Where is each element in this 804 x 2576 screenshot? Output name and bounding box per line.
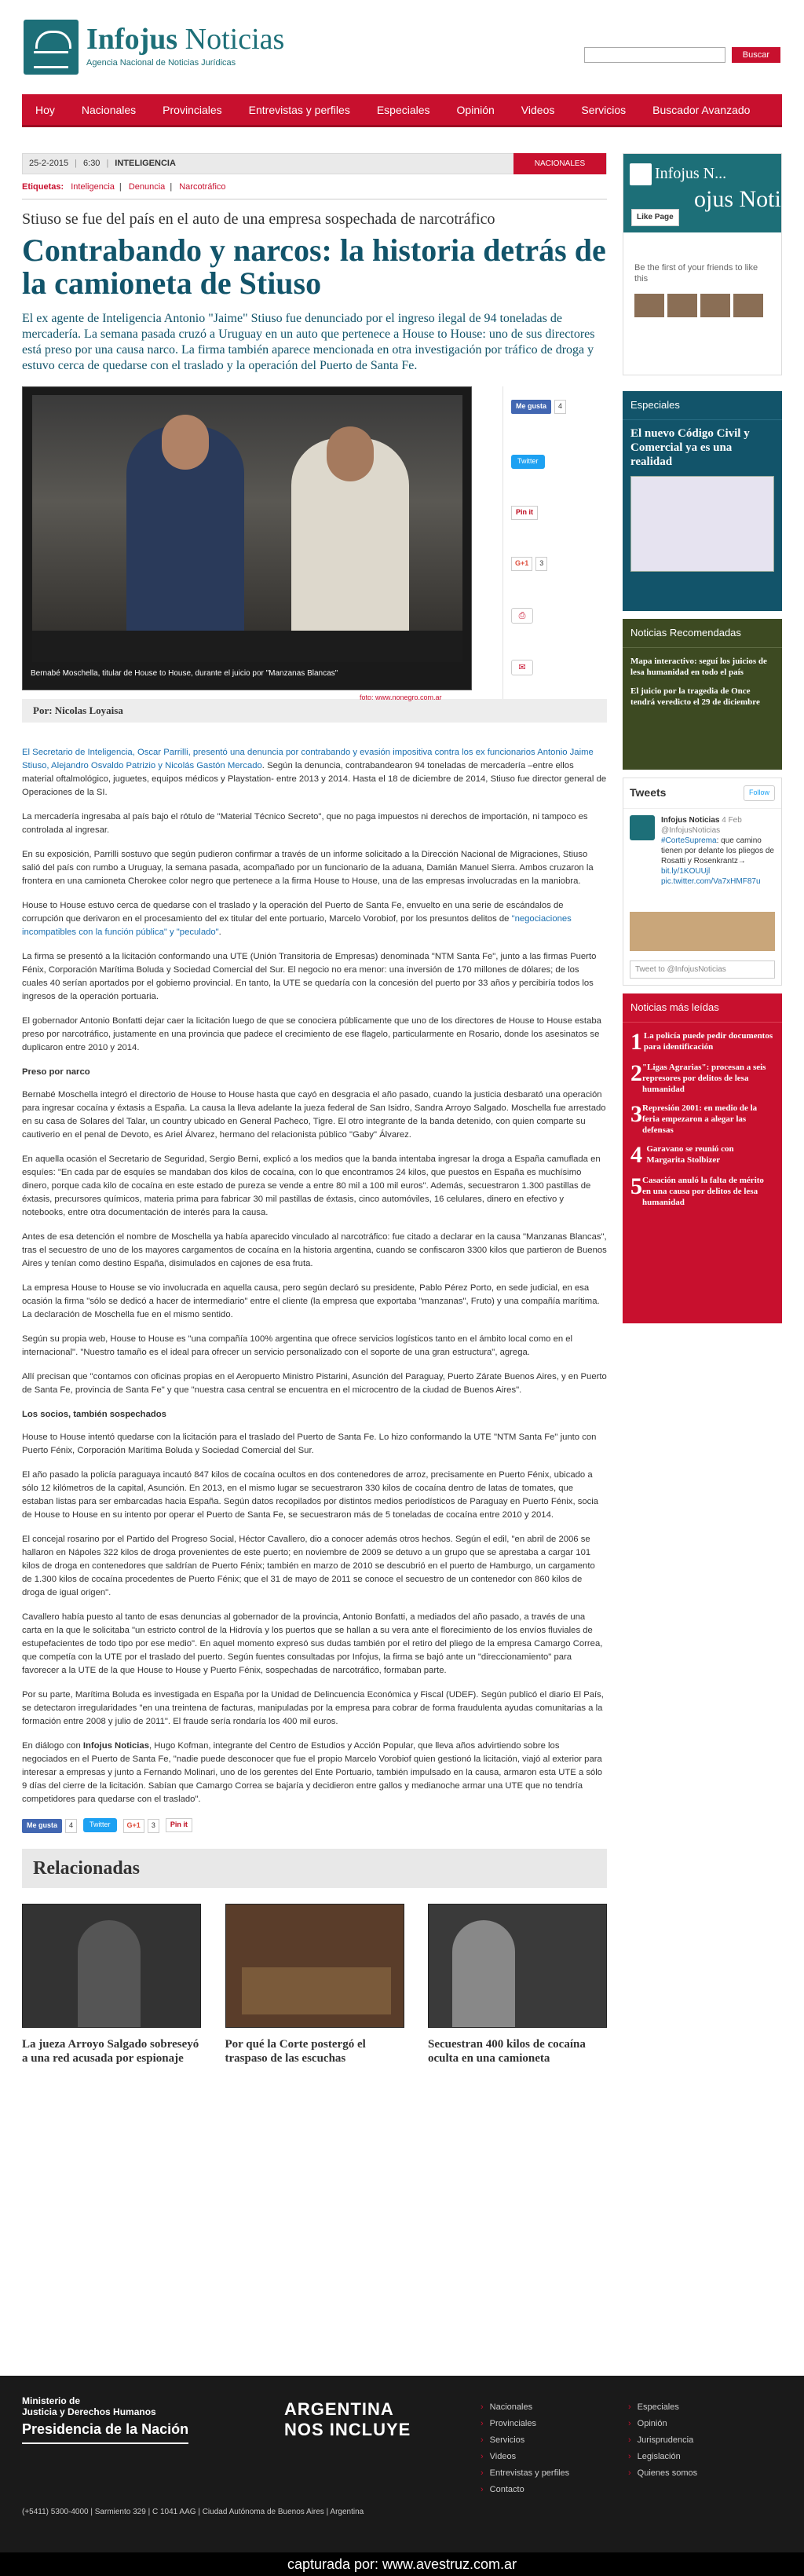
paragraph: Cavallero había puesto al tanto de esas denuncias al gobernador de la provincia, Antonio Bonfatti, a mediados del año pasado, a través de una carta en la que le solicitaba "un estricto control de la Hidrovía y los puertos que se hallan a su vera ante el florecimiento de los envíos fluviales de estupefacientes de todo tipo por ese medio". En aquel momento expresó sus dudas también por el retiro del pliego de la empresa Camargo Correa, que competía con la UTE por el traslado del puerto. Según fuentes consultadas por Infojus, la firma se bajó ante un "direccionamiento" para favorecer a la UTE de la que House to House y Puerto Fénix, sospechadas de narcotráfico, formaban parte. (22, 1612, 603, 1676)
tag-link[interactable]: Inteligencia (71, 182, 115, 192)
tweet-compose[interactable]: Tweet to @InfojusNoticias (630, 961, 775, 979)
most-read-number: 5 (630, 1173, 642, 1200)
facebook-widget (623, 153, 782, 375)
related-heading: Relacionadas (22, 1849, 607, 1888)
tweet-image[interactable] (630, 912, 775, 951)
print-icon[interactable]: ⎙ (511, 608, 533, 624)
related-item[interactable] (22, 1904, 201, 2066)
twitter-avatar[interactable] (630, 815, 655, 840)
tag-link[interactable]: Denuncia (128, 182, 166, 192)
paragraph: House to House intentó quedarse con la licitación para el traslado del Puerto de Santa Fe. Lo hizo conformando la UTE "NTM Santa Fe" junto con Puerto Fénix, Corporación Marítima Boluda y Sociedad Comercial del Sur. (22, 1433, 597, 1456)
logo-title-a: Infojus (86, 23, 178, 57)
article (22, 153, 607, 2066)
ministry-logo[interactable] (22, 2395, 188, 2444)
tweet-hashtag[interactable]: #CorteSuprema (661, 836, 717, 845)
related-title[interactable]: Secuestran 400 kilos de cocaína oculta en una camioneta (428, 2037, 586, 2065)
related-title[interactable]: La jueza Arroyo Salgado sobreseyó a una red acusada por espionaje (22, 2037, 199, 2065)
paragraph: Por su parte, Marítima Boluda es investigada en España por la Unidad de Delincuencia Económica y Fiscal (UDEF). Según publicó el diario El País, se detectaron irregularidades "en una treintena de facturas, manipuladas por la empresa para cobrar de forma fraudulenta ayudas comunitarias a la formación entre 2008 y julio de 2011". El fraude sería rondaría los 400 mil euros. (22, 1690, 604, 1727)
footer-link[interactable]: › Nacionales (481, 2399, 569, 2416)
recommended-box (623, 619, 782, 770)
nav-videos[interactable]: Videos (521, 103, 555, 116)
paragraph: Allí precisan que "contamos con oficinas propias en el Aeropuerto Ministro Pistarini, Asunción del Paraguay, Puerto Zárate Buenos Aires, y en Puerto de Santa Fe, provincia de Santa Fe" y que "nuestra casa central se encuentra en el microcentro de la ciudad de Buenos Aires". (22, 1372, 607, 1396)
paragraph: En su exposición, Parrilli sostuvo que según pudieron confirmar a través de un informe solicitado a la Dirección Nacional de Migraciones, Stiuso salió del país con rumbo a Uruguay, la semana pasada, acompañado por un funcionario de la aduana, Damián Manuel Sierra. Ambos cruzaron la frontera en una camioneta Cherokee color negro que pertenece a la firma House to House, una de las empresas involucradas en la maniobra. (22, 850, 594, 887)
recommended-label: Noticias Recomendadas (623, 619, 782, 648)
paragraph: Antes de esa detención el nombre de Moschella ya había aparecido vinculado al narcotráfico: fue citado a declarar en la causa "Manzanas Blancas", tras el secuestro de uno de los mayores cargamentos de cocaína en la historia argentina, cuando se confiscaron 3300 kilos que partieron de Buenos Aires y tenían como destino España, disimulados en cajones de esa fruta. (22, 1232, 607, 1269)
presidency-text: Presidencia de la Nación (22, 2419, 188, 2444)
article-media (22, 386, 607, 702)
photo-bench (32, 631, 462, 662)
tags-row: Etiquetas: Inteligencia | Denuncia | Narcotráfico (22, 182, 226, 192)
paragraph-end: . (218, 928, 221, 938)
photo-person-right (291, 438, 409, 658)
most-read-title[interactable]: Represión 2001: en medio de la feria empezaron a alegar las defensas (642, 1103, 758, 1136)
most-read-item[interactable] (623, 1023, 782, 1054)
paragraph: La mercadería ingresaba al país bajo el rótulo de "Material Técnico Secreto", que no paga impuestos ni derechos de importación, ni tampoco es controlada al ingresar. (22, 812, 588, 836)
related-image[interactable] (22, 1904, 201, 2028)
paragraph: Bernabé Moschella integró el directorio de House to House hasta que cayó en desgracia el año pasado, cuando la justicia desbarató una operación para ingresar cocaína y éxtasis a España. La causa la lleva adelante la jueza federal de San Isidro, Sandra Arroyo Salgado. Moschella fue arrestado en su casa de Solares del Talar, un country ubicado en General Pacheco, Tigre. El otro integrante de la banda detenido, con quien comparte su cautiverio en el penal de Devoto, es Ariel Álvarez, hermano del relacionista público "Gaby" Álvarez. (22, 1090, 606, 1140)
share-column (502, 386, 607, 699)
photo-credit[interactable]: foto: www.nonegro.com.ar (360, 693, 442, 702)
article-info-bar: 25-2-2015 | 6:30 | INTELIGENCIA NACIONALES (22, 153, 607, 174)
fb-faces (634, 294, 763, 317)
tweet-text: : que camino tienen por delante los pliegos de Rosatti y Rosenkrantz→ (661, 836, 774, 865)
facebook-like-button[interactable]: Me gusta (22, 1819, 62, 1833)
section-badge[interactable]: NACIONALES (513, 153, 606, 174)
article-headline: Contrabando y narcos: la historia detrás de la camioneta de Stiuso (22, 232, 606, 302)
footer-link[interactable]: › Quienes somos (628, 2465, 697, 2482)
related-image[interactable] (428, 1904, 607, 2028)
google-plus-count: 3 (535, 557, 547, 571)
facebook-count: 4 (554, 400, 566, 414)
footer-link[interactable]: › Opinión (628, 2416, 697, 2432)
paragraph: El concejal rosarino por el Partido del Progreso Social, Héctor Cavallero, dio a conocer además otros hechos. Según el edil, "en abril de 2006 se hallaron en Nápoles 322 kilos de droga provenientes de este puerto; en noviembre de 2009 se detuvo a un grupo que se aprestaba a cargar 101 kilos de droga en contenedores que saldrían de Puerto Fénix; también en marzo de 2010 se descubrió en el puerto de Hamburgo, un cargamento de 1.300 kilos de cocaína procedentes de Puerto Fénix; que el 31 de mayo de 2011 se conoce el secuestro de un contenedor con 860 kilos de droga de igual origen". (22, 1535, 595, 1598)
nav-buscador[interactable]: Buscador Avanzado (652, 103, 751, 116)
search-input[interactable] (584, 47, 725, 63)
related-item[interactable] (428, 1904, 607, 2066)
article-kicker: Stiuso se fue del país en el auto de una empresa sospechada de narcotráfico (22, 210, 495, 229)
paragraph: En diálogo con (22, 1741, 83, 1751)
paragraph-bold: Infojus Noticias (82, 1741, 149, 1751)
especiales-image[interactable] (630, 476, 774, 572)
photo-caption: Bernabé Moschella, titular de House to House, durante el juicio por "Manzanas Blancas" (31, 669, 338, 679)
most-read-item[interactable] (623, 1136, 782, 1167)
article-link[interactable]: "negociaciones incompatibles con la función pública" y "peculado" (22, 914, 572, 938)
google-plus-button[interactable]: G+1 (123, 1819, 144, 1833)
tweet-link[interactable]: bit.ly/1KOUUjl pic.twitter.com/Va7xHMF87u (661, 866, 761, 886)
footer-links-1 (481, 2399, 569, 2498)
subheading: Preso por narco (22, 1067, 90, 1078)
footer-link[interactable]: › Provinciales (481, 2416, 569, 2432)
footer-link[interactable]: › Servicios (481, 2432, 569, 2449)
article-category[interactable]: INTELIGENCIA (115, 158, 176, 168)
paragraph: En aquella ocasión el Secretario de Seguridad, Sergio Berni, explicó a los medios que la banda intentaba ingresar la droga a España camuflada en esquíes: "En cada par de esquíes se mandaban dos kilos de cocaína, con lo que encontramos 24 kilos, que puestos en España es muchísimo dinero, porque cada kilo de cocaína en este estado de pureza se vende a entre 80 mil a 100 mil euros". Además, secuestraron 1.300 pastillas de éxtasis, precursores químicos, materia prima para fabricar 30 mil pastillas de éxtasis, cinco automóviles, 16 celulares, dinero en efectivo y notebooks, entre otra documentación de interés para la causa. (22, 1154, 601, 1218)
email-icon[interactable]: ✉ (511, 660, 533, 675)
related-list (22, 1904, 607, 2066)
twitter-button[interactable]: Twitter (511, 455, 545, 469)
facebook-like-button[interactable]: Me gusta (511, 400, 551, 414)
fb-like-page-button[interactable]: Like Page (631, 209, 679, 226)
nav-nacionales[interactable]: Nacionales (81, 103, 137, 116)
site-logo[interactable] (24, 20, 284, 75)
argentina-logo (284, 2399, 411, 2440)
nav-servicios[interactable]: Servicios (581, 103, 627, 116)
capture-credit: capturada por: www.avestruz.com.ar (0, 2552, 804, 2576)
search-form (584, 47, 780, 63)
most-read-label: Noticias más leídas (623, 993, 782, 1023)
nav-provinciales[interactable]: Provinciales (163, 103, 222, 116)
especiales-title[interactable]: El nuevo Código Civil y Comercial ya es una realidad (630, 427, 750, 469)
paragraph: House to House estuvo cerca de quedarse con el traslado y la operación del Puerto de Santa Fe, envuelto en una serie de escándalos de corrupción que derivaron en el procesamiento del ex titular del ente portuario, Marcelo Vorobiof, por los presuntos delitos de (22, 901, 564, 924)
footer-links-2 (628, 2399, 697, 2482)
footer-address: (+5411) 5300-4000 | Sarmiento 329 | C 1041 AAG | Ciudad Autónoma de Buenos Aires | Argentina (22, 2508, 364, 2516)
pinterest-button[interactable]: Pin it (166, 1818, 192, 1832)
footer-link[interactable]: › Especiales (628, 2399, 697, 2416)
footer-link[interactable]: › Jurisprudencia (628, 2432, 697, 2449)
fb-cover-text: ojus Noti (694, 186, 781, 212)
subheading: Los socios, también sospechados (22, 1410, 166, 1420)
article-link[interactable]: El Secretario de Inteligencia, Oscar Parrilli, presentó una denuncia por contrabando y evasión impositiva contra los ex funcionarios Antonio Jaime Stiuso, Alejandro Osvaldo Patrizio y Nicolás Gastón Mercado (22, 748, 594, 771)
ministry-line2: Justicia y Derechos Humanos (22, 2406, 156, 2417)
article-date: 25-2-2015 (29, 158, 69, 168)
most-read-number: 4 (630, 1142, 642, 1169)
argentina-line2: NOS INCLUYE (284, 2420, 411, 2439)
most-read-item[interactable] (623, 1054, 782, 1095)
site-footer (0, 2376, 804, 2552)
fb-page-name[interactable]: Infojus N... (655, 165, 727, 182)
search-button[interactable]: Buscar (732, 47, 780, 63)
ministry-line1: Ministerio de (22, 2395, 81, 2406)
most-read-box (623, 993, 782, 1323)
google-plus-button[interactable]: G+1 (511, 557, 532, 571)
pinterest-button[interactable]: Pin it (511, 506, 538, 520)
photo-person-left (126, 426, 244, 654)
most-read-title[interactable]: La policía puede pedir documentos para identificación (643, 1031, 773, 1052)
related-item[interactable] (225, 1904, 404, 2066)
logo-title-b: Noticias (185, 23, 285, 57)
twitter-widget (623, 778, 782, 986)
footer-link[interactable]: › Videos (481, 2449, 569, 2465)
article-time: 6:30 (83, 158, 100, 168)
paragraph: . Según la denuncia, contrabandearon 94 toneladas de mercadería –entre ellos material oftalmológico, juguetes, equipos médicos y Playstation- entre 2013 y 2014. Hasta el 18 de diciembre de 2014, Stiuso fue director general de Operaciones de la SI. (22, 761, 607, 798)
argentina-line1: ARGENTINA (284, 2399, 394, 2419)
footer-link[interactable]: › Entrevistas y perfiles (481, 2465, 569, 2482)
recommended-item[interactable]: Mapa interactivo: seguí los juicios de lesa humanidad en todo el país (630, 657, 767, 678)
nav-especiales[interactable]: Especiales (376, 103, 430, 116)
nav-opinion[interactable]: Opinión (456, 103, 495, 116)
article-photo (22, 386, 472, 690)
paragraph: El año pasado la policía paraguaya incautó 847 kilos de cocaína ocultos en dos contenedores de arroz, precisamente en Puerto Fénix, ubicado a sólo 12 kilómetros de la capital, Asunción. En 2013, en el mismo lugar se secuestraron 330 kilos de cocaína dentro de latas de tomates, que estaban listas para ser embarcadas hacia España. Según datos recopilados por distintos medios periodísticos de Paraguay en Puerto Fénix, socia de House to House en su intento por operar el Puerto de Santa Fe, se secuestraron más de 5 toneladas de cocaína entre 2010 y 2014. (22, 1470, 599, 1520)
paragraph: Según su propia web, House to House es "una compañía 100% argentina que ofrece servicios logísticos tanto en el ámbito local como en el internacional". "Nuestro tamaño es el ideal para ofrecer un servicio personalizado con el soporte de una gran estructura", agrega. (22, 1334, 573, 1358)
most-read-item[interactable] (623, 1095, 782, 1136)
footer-link[interactable]: › Contacto (481, 2482, 569, 2498)
tweets-label: Tweets (630, 786, 667, 799)
main-nav (22, 94, 782, 127)
tweet-handle: @InfojusNoticias (661, 825, 721, 835)
twitter-button[interactable]: Twitter (83, 1818, 117, 1832)
especiales-label: Especiales (623, 391, 782, 420)
recommended-item[interactable]: El juicio por la tragedia de Once tendrá veredicto el 29 de diciembre (630, 686, 760, 708)
most-read-title[interactable]: "Ligas Agrarias": procesan a seis represores por delitos de lesa humanidad (642, 1063, 766, 1095)
tags-label: Etiquetas: (22, 182, 64, 192)
most-read-number: 1 (630, 1029, 642, 1056)
most-read-title[interactable]: Garavano se reunió con Margarita Stolbizer (646, 1144, 734, 1165)
logo-icon (24, 20, 79, 75)
related-title[interactable]: Por qué la Corte postergó el traspaso de las escuchas (225, 2037, 366, 2065)
nav-entrevistas[interactable]: Entrevistas y perfiles (248, 103, 350, 116)
article-lead: El ex agente de Inteligencia Antonio "Jaime" Stiuso fue denunciado por el ingreso ilegal de 94 toneladas de mercadería. La semana pasada cruzó a Uruguay en un auto que pertenece a House to House: uno de sus directores está preso por una causa narco. La firma también aparece mencionada en otra investigación por tráfico de droga y estuvo cerca de quedarse con el traslado y la operación del Puerto de Santa Fe. (22, 312, 595, 373)
most-read-number: 2 (630, 1060, 642, 1087)
tweet-author[interactable]: Infojus Noticias (661, 815, 720, 825)
most-read-number: 3 (630, 1101, 642, 1128)
paragraph: El gobernador Antonio Bonfatti dejar caer la licitación luego de que se conociera públicamente que uno de los directores de House to House estaba preso por narcotráfico, justamente en una provincia que padece el crecimiento de ese flagelo, particularmente en Rosario, donde los asesinatos se duplicaron entre 2010 y 2014. (22, 1016, 601, 1053)
page-avatar[interactable] (630, 163, 652, 185)
sidebar (623, 153, 782, 1323)
follow-button[interactable]: Follow (744, 785, 775, 801)
paragraph: La firma se presentó a la licitación conformando una UTE (Unión Transitoria de Empresas) denominada "NTM Santa Fe", junto a las firmas Puerto Fénix, Corporación Marítima Boluda y Sociedad Comercial del Sur. El negocio no era menor: una inversión de 170 millones de dólares; de los cuales 40 serían aportados por el gobierno provincial. En tanto, la UTE se quedaría con la concesión del puerto por 33 años y percibiría todos los ingresos de la operación portuaria. (22, 952, 597, 1002)
site-header (0, 0, 804, 86)
footer-link[interactable]: › Legislación (628, 2449, 697, 2465)
nav-hoy[interactable]: Hoy (35, 103, 55, 116)
paragraph: La empresa House to House se vio involucrada en aquella causa, pero según declaró su presidente, Pablo Pérez Porto, en sede judicial, en esa ocasión la firma "sólo se dedicó a hacer de intermediario" entre el cliente (la empresa que exportaba "manzanas", Fruto) y una compañía marítima. La declaración de Moschella fue en el mismo sentido. (22, 1283, 600, 1320)
most-read-title[interactable]: Casación anuló la falta de mérito en una causa por delitos de lesa humanidad (642, 1176, 764, 1208)
tag-link[interactable]: Narcotráfico (179, 182, 226, 192)
facebook-count: 4 (65, 1819, 77, 1833)
tweet-date: 4 Feb (722, 815, 742, 825)
related-image[interactable] (225, 1904, 404, 2028)
fb-friends-text: Be the first of your friends to like this (634, 263, 758, 284)
article-body (22, 746, 607, 1806)
paragraph: , Hugo Kofman, integrante del Centro de Estudios y Acción Popular, que lleva años advirtiendo sobre los negociados en el Puerto de Santa Fe, "nadie puede desconocer que fue el propio Marcelo Vorobiof quien gestionó la licitación, viajó al exterior para interesar a empresas y junto a Fernando Molinari, uno de los gerentes del Ente Portuario, también impulsado en la causa, armaron esta UTE a sólo 9 días del cierre de la licitación. Sabían que Camargo Correa se bajaría y decidieron entre gallos y medianoche armar una UTE que no tendría competidores para quedarse con el traslado". (22, 1741, 603, 1805)
logo-subtitle: Agencia Nacional de Noticias Jurídicas (86, 58, 236, 68)
especiales-box[interactable] (623, 391, 782, 611)
most-read-item[interactable] (623, 1167, 782, 1208)
article-author: Por: Nicolas Loyaisa (22, 699, 607, 723)
share-bottom-row (22, 1817, 607, 1833)
google-plus-count: 3 (148, 1819, 159, 1833)
